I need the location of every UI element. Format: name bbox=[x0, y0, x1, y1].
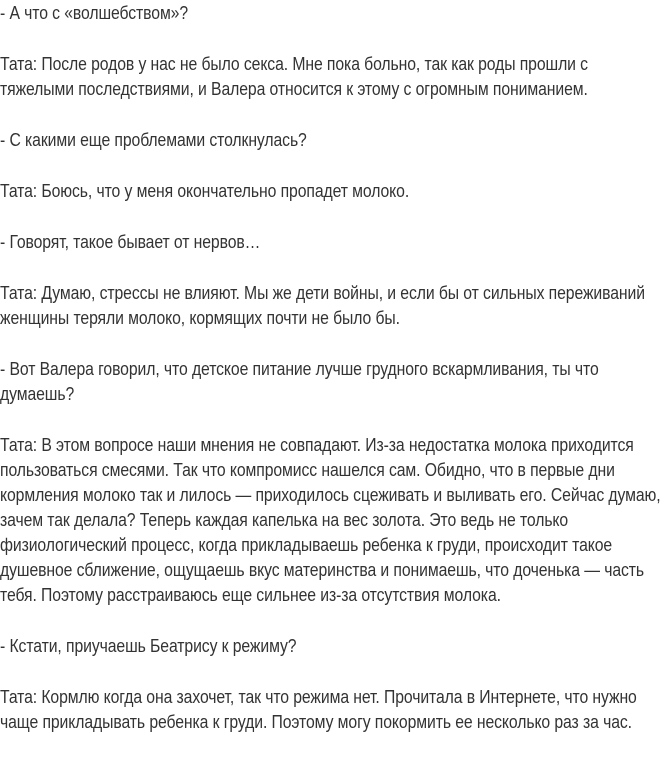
question-paragraph: - Вот Валера говорил, что детское питание лучше грудного вскармливания, ты что думаешь? bbox=[0, 359, 599, 404]
question-paragraph: - Говорят, такое бывает от нервов… bbox=[0, 232, 261, 252]
answer-paragraph: Тата: В этом вопросе наши мнения не совпадают. Из-за недостатка молока приходится пользоваться смесями. Так что компромисс нашелся сам. Обидно, что в первые дни кормления молоко так и лилось — приходилось сцеживать и выливать его. Сейчас думаю, зачем так делала? Теперь каждая капелька на вес золота. Это ведь не только физиологический процесс, когда прикладываешь ребенка к груди, происходит такое душевное сближение, ощущаешь вкус материнства и понимаешь, что доченька — часть тебя. Поэтому расстраиваюсь еще сильнее из-за отсутствия молока. bbox=[0, 435, 661, 605]
question-paragraph: - Кстати, приучаешь Беатрису к режиму? bbox=[0, 636, 297, 656]
answer-paragraph: Тата: После родов у нас не было секса. Мне пока больно, так как роды прошли с тяжелыми последствиями, и Валера относится к этому с огромным пониманием. bbox=[0, 54, 588, 99]
answer-paragraph: Тата: Боюсь, что у меня окончательно пропадет молоко. bbox=[0, 181, 410, 201]
question-paragraph: - С какими еще проблемами столкнулась? bbox=[0, 130, 307, 150]
answer-paragraph: Тата: Думаю, стрессы не влияют. Мы же дети войны, и если бы от сильных переживаний женщины теряли молоко, кормящих почти не было бы. bbox=[0, 283, 645, 328]
answer-paragraph: Тата: Кормлю когда она захочет, так что режима нет. Прочитала в Интернете, что нужно чаще прикладывать ребенка к груди. Поэтому могу покормить ее несколько раз за час. bbox=[0, 687, 637, 732]
question-paragraph: - А что с «волшебством»? bbox=[0, 3, 189, 23]
